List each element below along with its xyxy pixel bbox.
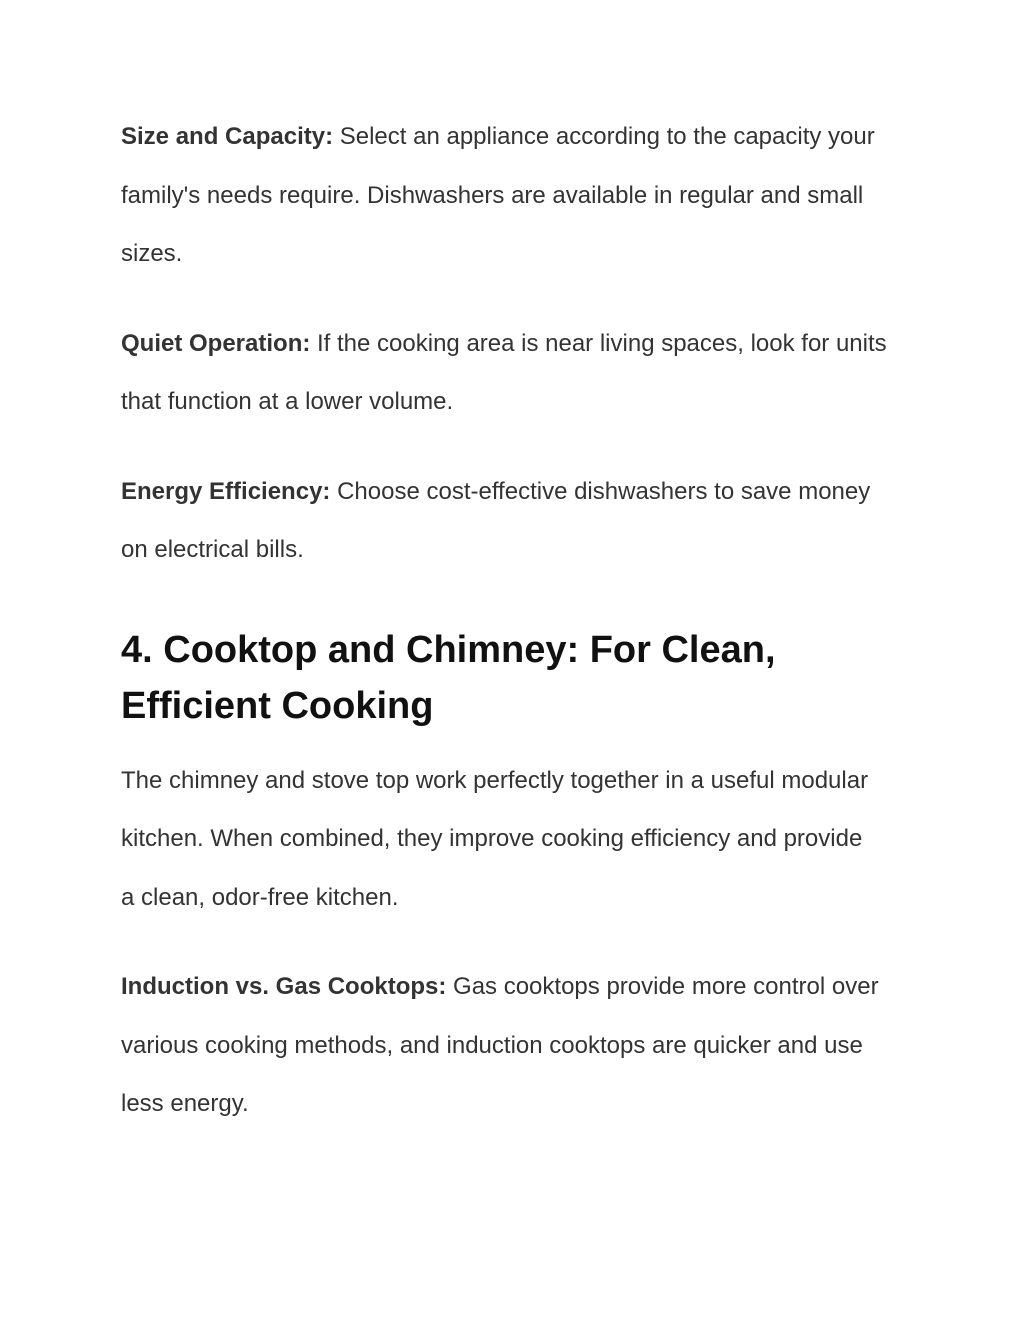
induction-gas-paragraph: [121, 958, 911, 1134]
section-heading: 4. Cooktop and Chimney: For Clean, Efficient Cooking: [121, 628, 776, 727]
energy-efficiency-text: Choose cost-effective dishwashers to save money on electrical bills.: [121, 477, 871, 563]
energy-efficiency-label: Energy Efficiency:: [121, 477, 331, 505]
quiet-operation-label: Quiet Operation:: [121, 329, 311, 357]
document-page: [121, 108, 921, 1134]
energy-efficiency-paragraph: [121, 463, 891, 580]
induction-gas-label: Induction vs. Gas Cooktops:: [121, 973, 447, 1000]
spacer: [121, 734, 921, 752]
size-capacity-label: Size and Capacity:: [121, 123, 334, 150]
spacer: [121, 580, 921, 622]
section-intro-paragraph: The chimney and stove top work perfectly together in a useful modular kitchen. When combined, they improve cooking efficiency and provide a clean, odor-free kitchen.: [121, 766, 869, 911]
spacer: [121, 927, 921, 958]
spacer: [121, 284, 921, 315]
size-capacity-text: Select an appliance according to the capacity your family's needs require. Dishwashers are available in regular and small sizes.: [121, 123, 875, 267]
spacer: [121, 432, 921, 463]
quiet-operation-paragraph: [121, 315, 891, 432]
size-capacity-paragraph: [121, 108, 911, 284]
quiet-operation-text: If the cooking area is near living spaces, look for units that function at a lower volume.: [121, 329, 887, 415]
induction-gas-text: Gas cooktops provide more control over various cooking methods, and induction cooktops are quicker and use less energy.: [121, 973, 879, 1117]
